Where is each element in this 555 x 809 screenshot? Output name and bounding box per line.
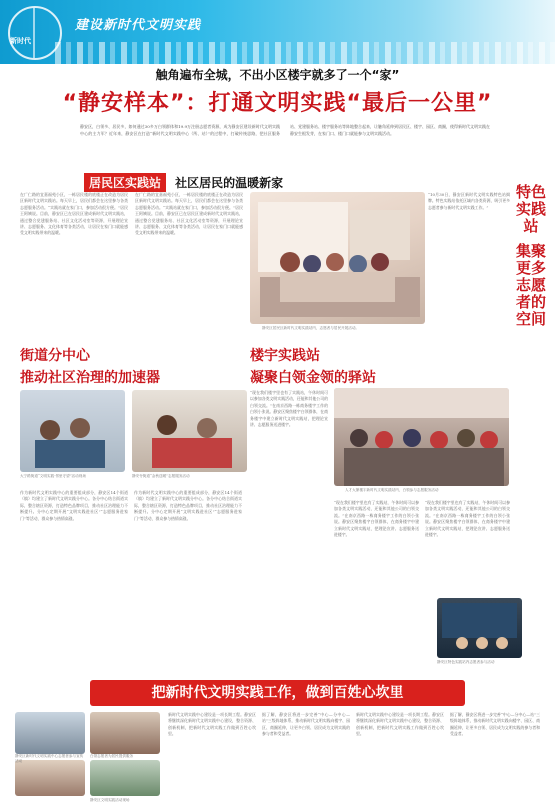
banner-title: 建设新时代文明实践 [75,18,202,33]
street-caption-left: 大宁路街道“文明实践·邻里守望”活动现场 [20,474,86,478]
bottom-caption-1: 静安区新时代文明实践中心志愿者参与宣传活动 [15,754,84,763]
residential-photo-art [250,192,425,324]
side-column-title [514,184,548,328]
residential-body-col2: 在广仁路的宜嘉福苑小区，一栋居民楼的底楼正在改造为居民区新时代文明实践站。每天早上，居民们都会在这里参与各类志愿服务活动。“实践站就在家门口，参加活动很方便。”居民王阿姨说。目前，静安区已在居民区建成新时代文明实践站，通过整合党建服务站、社区文化活动室等资源，开展理论宣讲、志愿服务、文化体育等各类活动，让居民在家门口就能感受文明实践带来的温暖。 [135,192,243,236]
headline-kicker: 触角遍布全城，不出小区楼宇就多了一个“家” [155,68,400,82]
building-body-col3: “现在我们楼宇里也有了实践站，午休时间可以参加各类文明实践活动，还能和其他公司的白领交流。”在南京西路一栋商务楼宇工作的白领小张说。静安区聚焦楼宇白领群体，在商务楼宇中建立新时代文明实践站，把理论宣讲、志愿服务送进楼宇。 [425,500,510,538]
building-body-col2: “现在我们楼宇里也有了实践站，午休时间可以参加各类文明实践活动，还能和其他公司的白领交流。”在南京西路一栋商务楼宇工作的白领小张说。静安区聚焦楼宇白领群体，在商务楼宇中建立新时代文明实践站，把理论宣讲、志愿服务送进楼宇。 [334,500,419,538]
lead-paragraph: 静安区，白领多、居民多，如何通过30多万白领群体和19.9万注册志愿者资源，成为静安区建设新时代文明实践中心的主力军？近年来，静安区在打造“新时代文明实践中心（所、站）”的过程中，打破传统思路，把社区服务站、党建服务站、楼宇服务站等阵地整合起来，让触角延伸到居民区、楼宇、园区、商圈，使得新时代文明实践在静安生根发芽，在家门口、楼门口就能参与文明实践活动。 [80,124,490,136]
bottom-body-col1: 新时代文明实践中心建设是一项长期工程。静安区将继续深化新时代文明实践中心建设，整合资源、创新机制，把新时代文明实践工作做到百姓心坎里。 [168,712,256,737]
building-photo [334,388,509,486]
bottom-photo-2 [90,712,160,754]
headline-main: “静安样本”：打通文明实践“最后一公里” [62,91,493,116]
street-photo-left-art [20,390,125,472]
bottom-body-col3: 新时代文明实践中心建设是一项长期工程。静安区将继续深化新时代文明实践中心建设，整合资源、创新机制，把新时代文明实践工作做到百姓心坎里。 [356,712,444,737]
street-title-line2: 推动社区治理的加速器 [20,370,160,386]
building-photo-caption: 人才大厦楼宇新时代文明实践站内，白领参与志愿服务活动 [345,488,439,492]
building-title-line2: 凝聚白领金领的驿站 [250,370,376,386]
residential-photo [250,192,425,324]
top-banner [0,0,555,64]
building-photo-art [334,388,509,486]
building-title-line1: 楼宇实践站 [250,348,320,364]
ferris-wheel-icon [8,6,62,60]
street-photo-left [20,390,125,472]
residential-title: 社区居民的温暖新家 [175,176,284,190]
building-section-header [250,345,430,387]
street-photo-right [132,390,247,472]
banner-subtitle: 新时代 [10,37,31,45]
bottom-photo-4 [90,760,160,796]
side-body-top: “10月30日，静安区新时代文明实践特色站揭牌。特色实践站依托区域内各类资源，吸引更多志愿者参与新时代文明实践工作。” [428,192,510,210]
city-skyline-decoration [55,42,555,64]
bottom-photo-3 [15,760,85,796]
side-photo-caption: 静安区特色实践站内志愿者参与活动 [437,660,495,664]
residential-body-col1: 在广仁路的宜嘉福苑小区，一栋居民楼的底楼正在改造为居民区新时代文明实践站。每天早上，居民们都会在这里参与各类志愿服务活动。“实践站就在家门口，参加活动很方便。”居民王阿姨说。目前，静安区已在居民区建成新时代文明实践站，通过整合党建服务站、社区文化活动室等资源，开展理论宣讲、志愿服务、文化体育等各类活动，让居民在家门口就能感受文明实践带来的温暖。 [20,192,128,236]
bottom-caption-3: 静安区文明实践活动现场 [90,798,130,802]
street-section-header [20,345,190,387]
street-body-col1: 作为新时代文明实践中心的重要组成部分，静安区14个街道（镇）均建立了新时代文明实践分中心。各分中心结合街道实际，整合辖区资源，打造特色品牌项目，推动社区治理能力不断提升。分中心定期开展“文明实践进社区”“志愿服务进家门”等活动，群众参与热情高涨。 [20,490,128,521]
street-body-col2: 作为新时代文明实践中心的重要组成部分，静安区14个街道（镇）均建立了新时代文明实践分中心。各分中心结合街道实际，整合辖区资源，打造特色品牌项目，推动社区治理能力不断提升。分中心定期开展“文明实践进社区”“志愿服务进家门”等活动，群众参与热情高涨。 [134,490,242,521]
bottom-caption-2: 白领志愿者为居民提供服务 [90,754,134,758]
side-title-line2: 集聚更多志愿者的空间 [515,242,546,328]
bottom-photo-1 [15,712,85,754]
residential-photo-caption: 静安区居民区新时代文明实践站内，志愿者与居民开展活动。 [262,326,360,330]
residential-tag: 居民区实践站 [84,173,166,192]
building-body-col1: “现在我们楼宇里也有了实践站，午休时间可以参加各类文明实践活动，还能和其他公司的白领交流。”在南京西路一栋商务楼宇工作的白领小张说。静安区聚焦楼宇白领群体，在商务楼宇中建立新时代文明实践站，把理论宣讲、志愿服务送进楼宇。 [250,390,328,428]
street-photo-right-art [132,390,247,472]
residential-section-header [84,172,414,192]
side-photo-art [437,598,522,658]
bottom-body-col2: 据了解，静安区将进一步完善“中心—分中心—站”三级阵地体系，推动新时代文明实践向楼宇、园区、商圈延伸，让更多白领、居民成为文明实践的参与者和受益者。 [262,712,350,737]
bottom-body-col4: 据了解，静安区将进一步完善“中心—分中心—站”三级阵地体系，推动新时代文明实践向楼宇、园区、商圈延伸，让更多白领、居民成为文明实践的参与者和受益者。 [450,712,540,737]
street-title-line1: 街道分中心 [20,348,90,364]
side-photo [437,598,522,658]
street-caption-right: 静安寺街道“金秋送暖”志愿服务活动 [132,474,190,478]
side-title-line1: 特色实践站 [515,183,546,235]
bottom-ribbon: 把新时代文明实践工作，做到百姓心坎里 [90,680,465,706]
